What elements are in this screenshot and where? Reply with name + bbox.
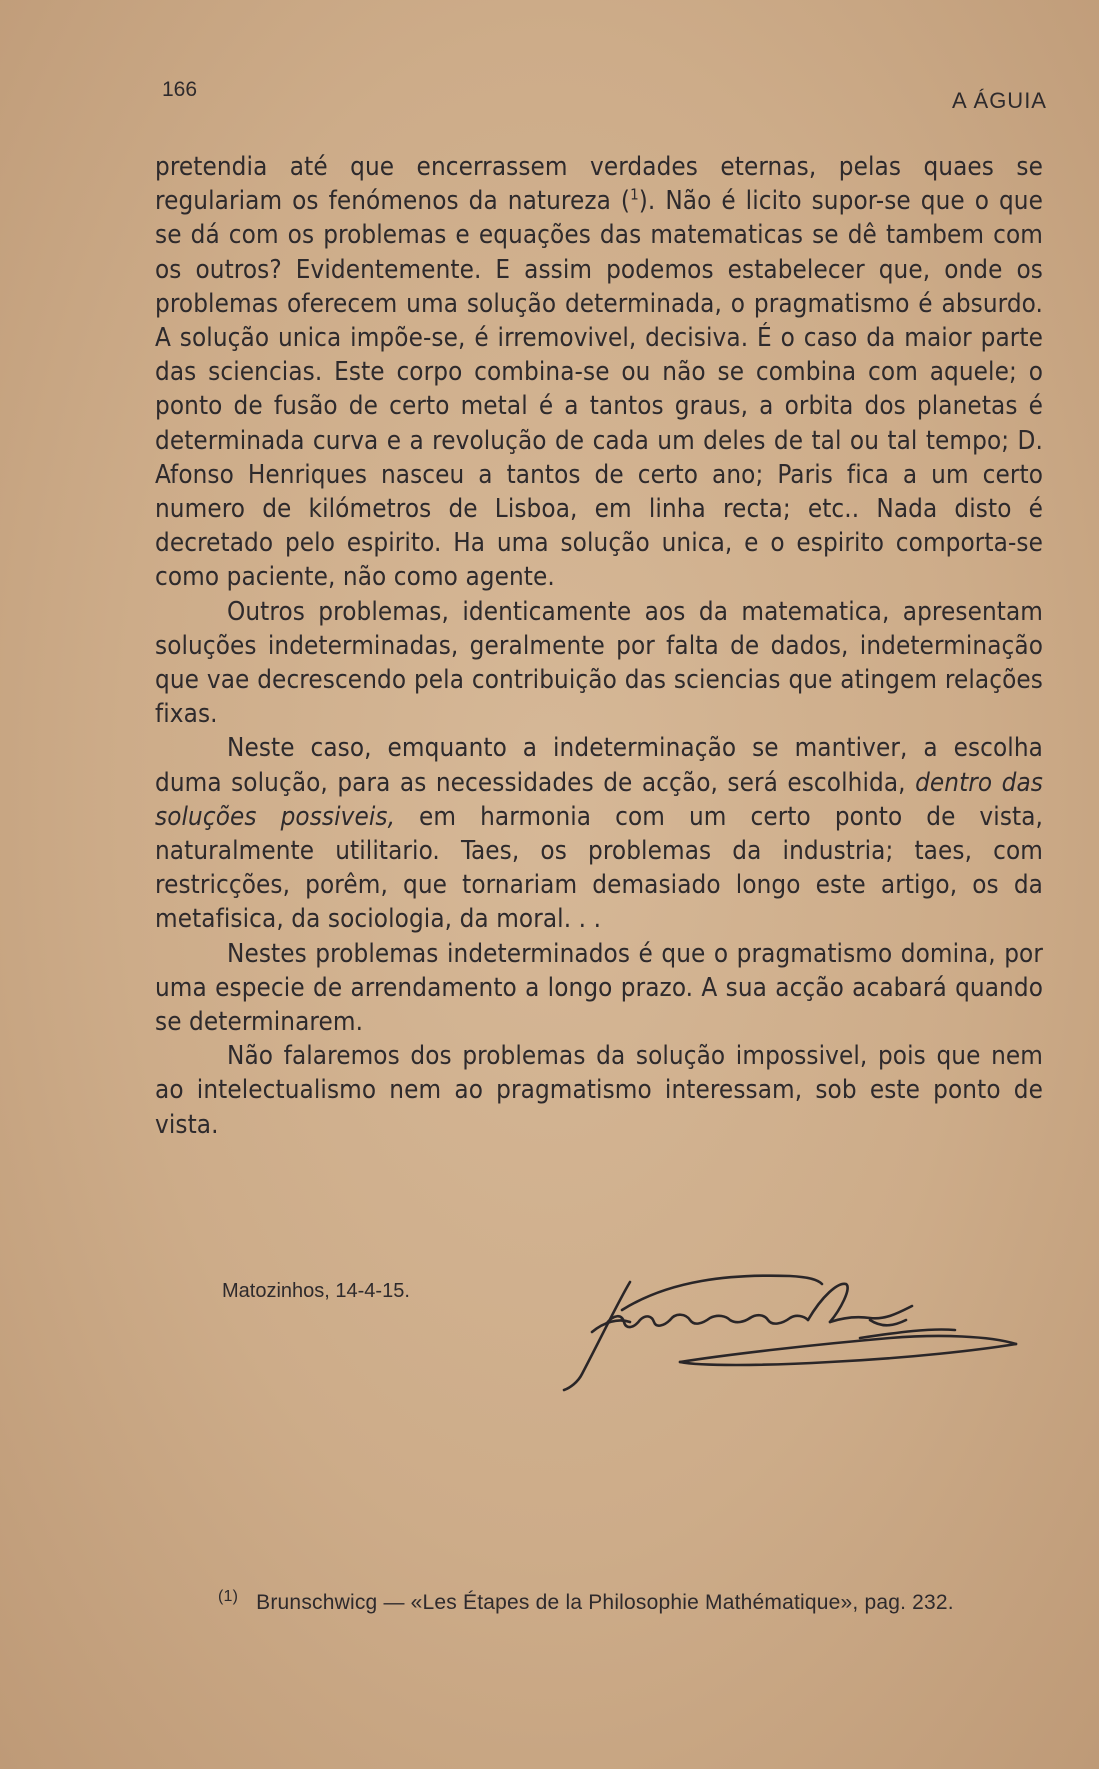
paragraph-3: [155, 731, 1043, 936]
signature-image: [560, 1262, 1040, 1392]
running-title: A ÁGUIA: [951, 88, 1047, 113]
footnote-text: Brunschwicg — «Les Étapes de la Philosophie Mathématique», pag. 232.: [256, 1591, 954, 1614]
paragraph-3-part-b: em harmonia com um certo ponto de vista, naturalmente utilitario. Taes, os problemas da industria; taes, com restricções, porêm, que tornariam demasiado longo este artigo, os da metafisica, da sociologia, da moral. . .: [155, 801, 1043, 935]
paragraph-3-part-a: Neste caso, emquanto a indeterminação se mantiver, a escolha duma solução, para as necessidades de acção, será escolhida,: [155, 733, 1043, 798]
paragraph-1-part-a: pretendia até que encerrassem verdades eternas, pelas quaes se regulariam os fenómenos da natureza (: [155, 152, 1043, 217]
page-number: 166: [162, 78, 198, 101]
paragraph-3-emphasis: dentro das soluções possiveis,: [155, 767, 1044, 832]
paragraph-4: Nestes problemas indeterminados é que o pragmatismo domina, por uma especie de arrendamento a longo prazo. A sua acção acabará quando se determinarem.: [155, 938, 1043, 1038]
paragraph-1: [155, 150, 1043, 595]
place-date: Matozinhos, 14-4-15.: [222, 1280, 410, 1302]
footnote: [218, 1588, 954, 1615]
footnote-marker: (1): [218, 1588, 239, 1605]
paragraph-2: Outros problemas, identicamente aos da matematica, apresentam soluções indeterminadas, geralmente por falta de dados, indeterminação que vae decrescendo pela contribuição das sciencias que atingem relações fixas.: [155, 596, 1043, 730]
paragraph-1-part-b: ). Não é licito supor-se que o que se dá com os problemas e equações das matematicas se dê tambem com os outros? Evidentemente. E assim podemos estabelecer que, onde os problemas oferecem uma solução determinada, o pragmatismo é absurdo. A solução unica impõe-se, é irremovivel, decisiva. É o caso da maior parte das sciencias. Este corpo combina-se ou não se combina com aquele; o ponto de fusão de certo metal é a tantos graus, a orbita dos planetas é determinada curva e a revolução de cada um deles de tal ou tal tempo; D. Afonso Henriques nasceu a tantos de certo ano; Paris fica a um certo numero de kilómetros de Lisboa, em linha recta; etc.. Nada disto é decretado pelo espirito. Ha uma solução unica, e o espirito comporta-se como paciente, não como agente.: [155, 186, 1043, 593]
paragraph-5: Não falaremos dos problemas da solução impossivel, pois que nem ao intelectualismo nem ao pragmatismo interessam, sob este ponto de vista.: [155, 1041, 1043, 1140]
body-text: [155, 150, 1043, 1142]
footnote-reference: 1: [630, 185, 639, 204]
